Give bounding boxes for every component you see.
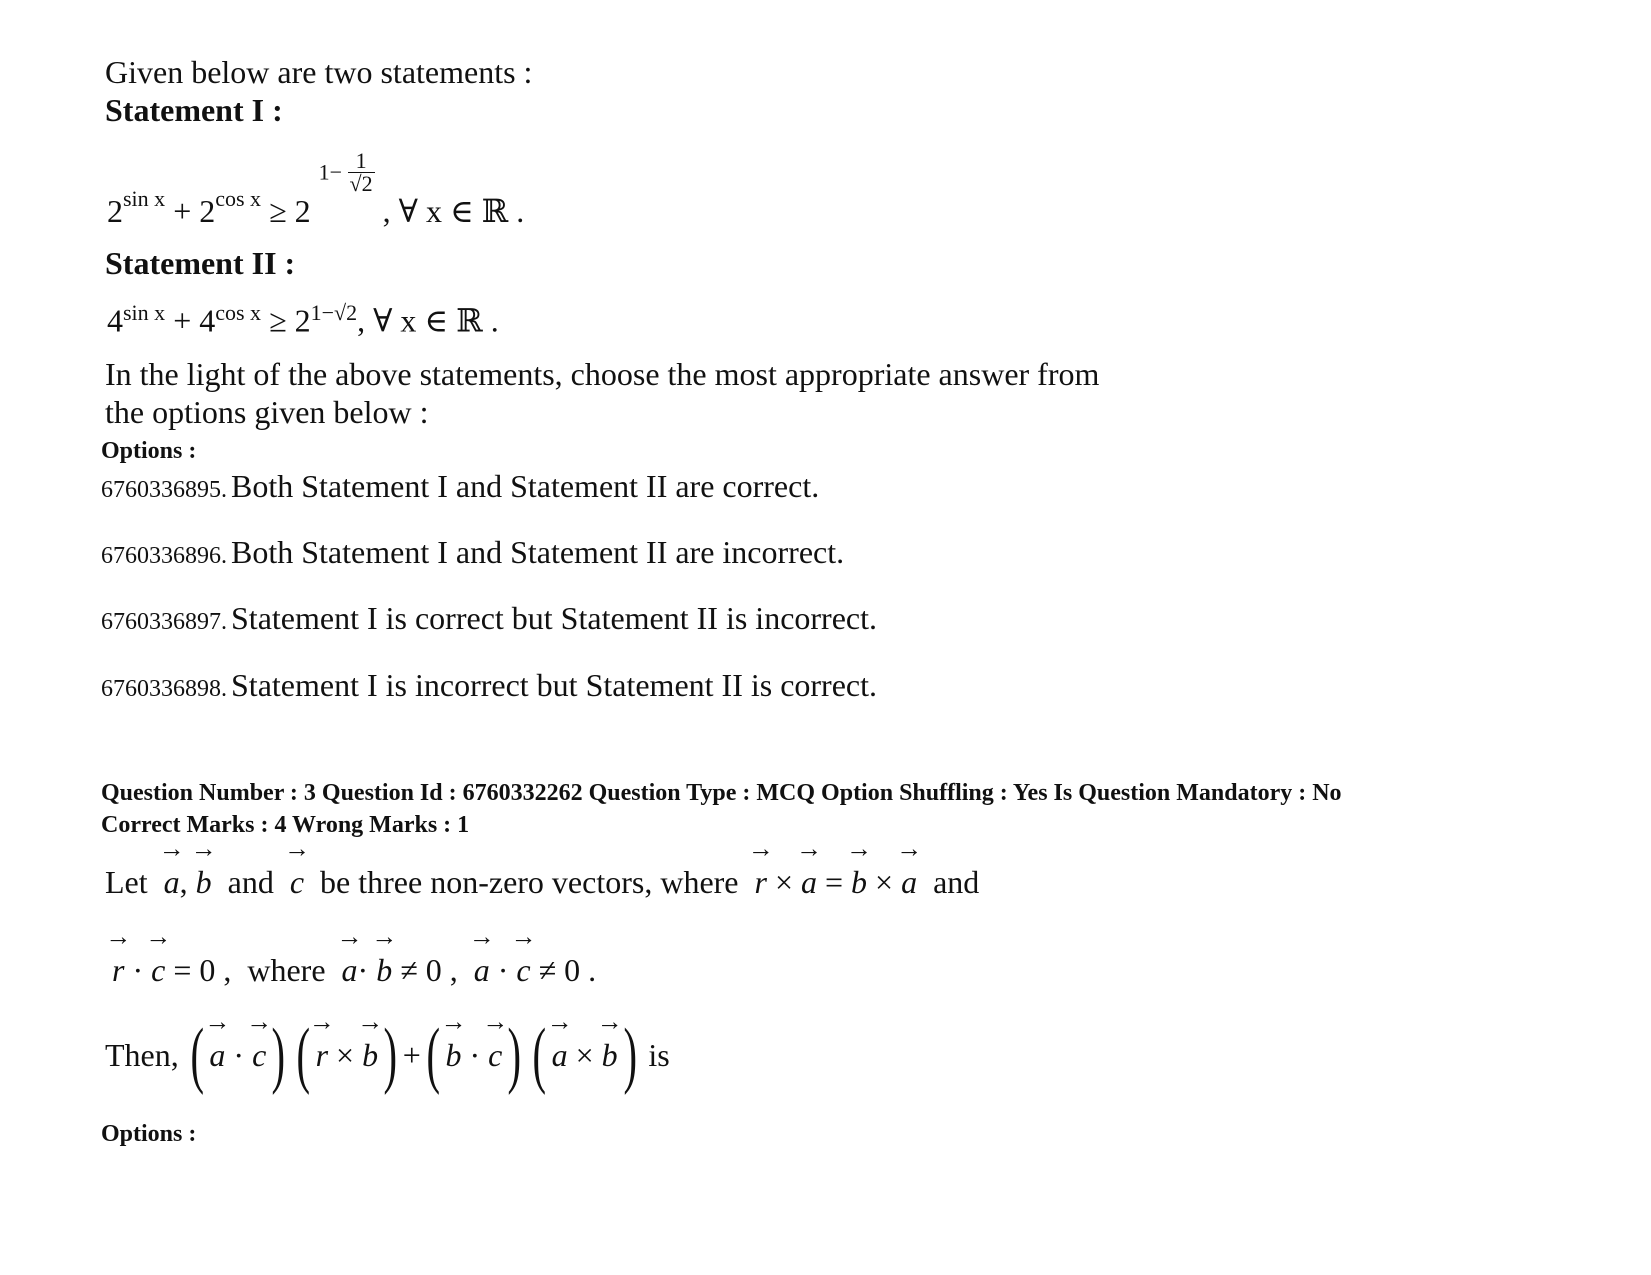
statement2-expression: $4^{sin x} + 4^{cos x} \ge 2^{1-√2}$, ∀ x ∈ ℝ . (107, 300, 499, 339)
statement1-heading: Statement I : (105, 92, 283, 128)
q3-line-1: Let → a, → b and → c be three non-zero vectors, where → r × → a = → b × → a and (105, 864, 979, 901)
option-id: 6760336896. (101, 543, 227, 569)
option-row[interactable] (101, 667, 877, 704)
instruction-line-2: the options given below : (105, 394, 429, 430)
q2-options-label: Options : (101, 438, 197, 464)
instruction-line-1: In the light of the above statements, choose the most appropriate answer from (105, 356, 1100, 392)
option-id: 6760336897. (101, 609, 227, 635)
q3-line-3: Then, ( → a · → c ) ( → r × → b ) + ( → b · → c ) ( → a × → b ) is (105, 1018, 670, 1092)
option-text: Both Statement I and Statement II are incorrect. (231, 534, 845, 570)
option-row[interactable] (101, 468, 819, 505)
q3-options-label: Options : (101, 1121, 197, 1147)
option-text: Both Statement I and Statement II are correct. (231, 468, 820, 504)
option-text: Statement I is correct but Statement II is incorrect. (231, 600, 877, 636)
q3-meta-line-1: Question Number : 3 Question Id : 6760332262 Question Type : MCQ Option Shuffling : Yes Is Question Mandatory : No (101, 780, 1342, 806)
q3-line-2: → r · → c = 0 , where → a· → b ≠ 0 , → a · → c ≠ 0 . (112, 952, 596, 989)
statement2-heading: Statement II : (105, 245, 296, 281)
q3-meta-line-2: Correct Marks : 4 Wrong Marks : 1 (101, 812, 470, 838)
option-id: 6760336895. (101, 477, 227, 503)
option-id: 6760336898. (101, 676, 227, 702)
q2-intro: Given below are two statements : (105, 54, 533, 90)
statement1-expression: $2^{sin x} + 2^{cos x} \ge 2$ 1− $\frac{1}{√2}$ , ∀ x ∈ ℝ . (107, 148, 525, 229)
option-row[interactable] (101, 600, 877, 637)
option-text: Statement I is incorrect but Statement II is correct. (231, 667, 877, 703)
option-row[interactable] (101, 534, 844, 571)
